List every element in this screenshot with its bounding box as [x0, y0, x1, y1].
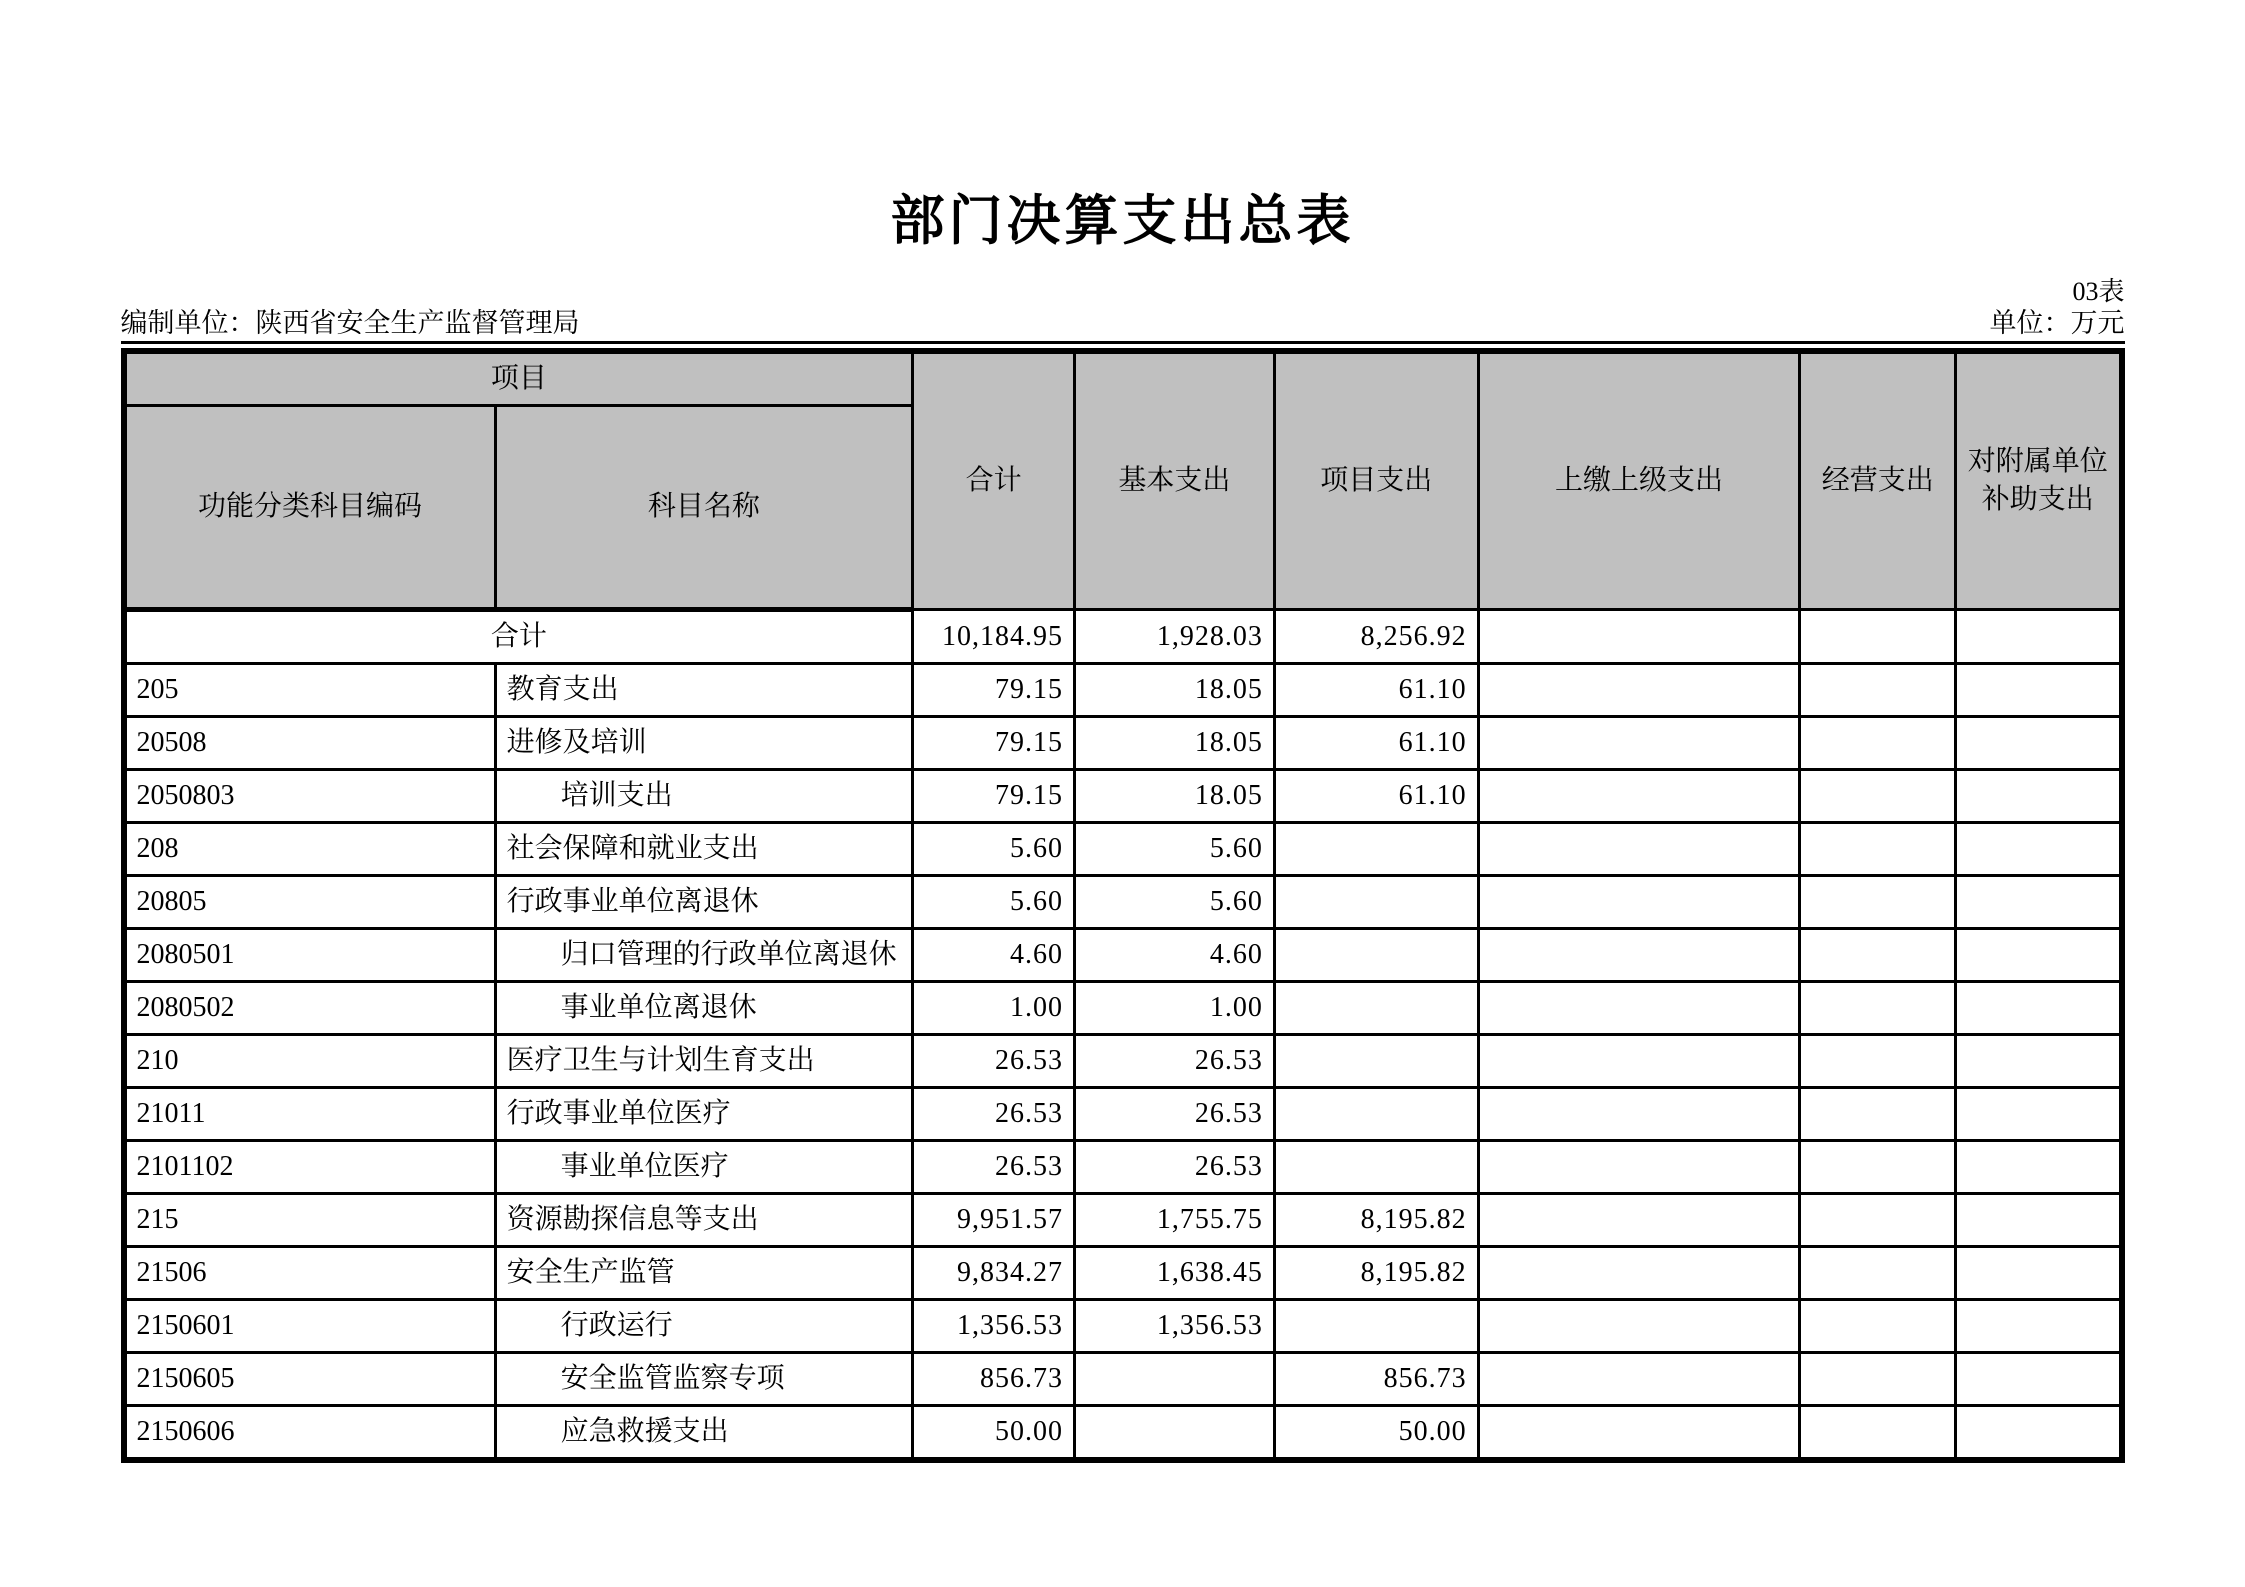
cell-function-code: 21506	[124, 1247, 496, 1300]
table-row	[124, 770, 2122, 823]
cell-basic-expenditure: 1,638.45	[1075, 1247, 1275, 1300]
cell-basic-expenditure: 26.53	[1075, 1035, 1275, 1088]
table-row	[124, 1247, 2122, 1300]
header-subsidy-to-affiliates-column: 对附属单位补助支出	[1956, 351, 2122, 610]
cell-basic-expenditure: 5.60	[1075, 876, 1275, 929]
cell-total: 1,356.53	[913, 1300, 1075, 1353]
sheet-area	[121, 277, 2125, 1463]
cell-project-expenditure	[1274, 1035, 1478, 1088]
cell-function-code: 20508	[124, 717, 496, 770]
cell-operating-expenditure	[1800, 1300, 1956, 1353]
cell-total: 10,184.95	[913, 610, 1075, 664]
cell-subsidy-to-affiliates	[1956, 1194, 2122, 1247]
cell-subject-name: 安全监管监察专项	[495, 1353, 913, 1406]
cell-total: 79.15	[913, 770, 1075, 823]
cell-total: 26.53	[913, 1141, 1075, 1194]
cell-subsidy-to-affiliates	[1956, 770, 2122, 823]
cell-subject-name: 归口管理的行政单位离退休	[495, 929, 913, 982]
cell-paid-to-superior	[1478, 823, 1800, 876]
cell-subsidy-to-affiliates	[1956, 1353, 2122, 1406]
cell-function-code: 2150605	[124, 1353, 496, 1406]
cell-subsidy-to-affiliates	[1956, 823, 2122, 876]
cell-basic-expenditure: 4.60	[1075, 929, 1275, 982]
cell-total: 1.00	[913, 982, 1075, 1035]
table-row	[124, 1088, 2122, 1141]
header-operating-expenditure-column: 经营支出	[1800, 351, 1956, 610]
cell-basic-expenditure: 1,356.53	[1075, 1300, 1275, 1353]
table-row	[124, 717, 2122, 770]
cell-project-expenditure: 8,195.82	[1274, 1247, 1478, 1300]
cell-subsidy-to-affiliates	[1956, 929, 2122, 982]
cell-operating-expenditure	[1800, 929, 1956, 982]
cell-project-expenditure: 856.73	[1274, 1353, 1478, 1406]
cell-paid-to-superior	[1478, 1141, 1800, 1194]
cell-function-code: 2101102	[124, 1141, 496, 1194]
cell-project-expenditure	[1274, 1141, 1478, 1194]
cell-subject-name: 安全生产监管	[495, 1247, 913, 1300]
table-row	[124, 982, 2122, 1035]
table-row	[124, 1300, 2122, 1353]
cell-operating-expenditure	[1800, 664, 1956, 717]
cell-subsidy-to-affiliates	[1956, 610, 2122, 664]
cell-basic-expenditure: 1,755.75	[1075, 1194, 1275, 1247]
cell-subsidy-to-affiliates	[1956, 664, 2122, 717]
header-basic-expenditure-column: 基本支出	[1075, 351, 1275, 610]
table-row	[124, 664, 2122, 717]
cell-subsidy-to-affiliates	[1956, 717, 2122, 770]
cell-function-code: 210	[124, 1035, 496, 1088]
cell-basic-expenditure: 1.00	[1075, 982, 1275, 1035]
cell-operating-expenditure	[1800, 1035, 1956, 1088]
cell-project-expenditure: 8,195.82	[1274, 1194, 1478, 1247]
cell-function-code: 2050803	[124, 770, 496, 823]
cell-project-expenditure	[1274, 1300, 1478, 1353]
cell-paid-to-superior	[1478, 1406, 1800, 1461]
cell-subsidy-to-affiliates	[1956, 1035, 2122, 1088]
cell-paid-to-superior	[1478, 664, 1800, 717]
cell-function-code: 21011	[124, 1088, 496, 1141]
cell-total: 9,951.57	[913, 1194, 1075, 1247]
cell-total: 26.53	[913, 1088, 1075, 1141]
expenditure-summary-table	[121, 348, 2125, 1463]
table-row	[124, 929, 2122, 982]
cell-basic-expenditure: 26.53	[1075, 1088, 1275, 1141]
cell-function-code: 2150606	[124, 1406, 496, 1461]
cell-basic-expenditure: 1,928.03	[1075, 610, 1275, 664]
cell-basic-expenditure: 18.05	[1075, 770, 1275, 823]
cell-subsidy-to-affiliates	[1956, 1300, 2122, 1353]
cell-operating-expenditure	[1800, 982, 1956, 1035]
cell-subsidy-to-affiliates	[1956, 982, 2122, 1035]
table-row	[124, 1194, 2122, 1247]
cell-basic-expenditure	[1075, 1406, 1275, 1461]
cell-operating-expenditure	[1800, 1247, 1956, 1300]
cell-paid-to-superior	[1478, 929, 1800, 982]
cell-project-expenditure: 61.10	[1274, 770, 1478, 823]
table-row	[124, 876, 2122, 929]
cell-subject-name: 应急救援支出	[495, 1406, 913, 1461]
sheet-number: 03表	[2072, 277, 2125, 306]
header-project-group: 项目	[124, 351, 913, 406]
table-row	[124, 1353, 2122, 1406]
unit-label: 单位：万元	[1989, 308, 2125, 338]
prepared-by-label: 编制单位：陕西省安全生产监督管理局	[120, 308, 580, 338]
cell-operating-expenditure	[1800, 876, 1956, 929]
header-project-expenditure-column: 项目支出	[1274, 351, 1478, 610]
total-row-label: 合计	[124, 610, 913, 664]
table-meta-row	[121, 307, 2125, 344]
cell-operating-expenditure	[1800, 1194, 1956, 1247]
cell-subject-name: 医疗卫生与计划生育支出	[495, 1035, 913, 1088]
cell-paid-to-superior	[1478, 1353, 1800, 1406]
cell-total: 9,834.27	[913, 1247, 1075, 1300]
cell-paid-to-superior	[1478, 1035, 1800, 1088]
cell-basic-expenditure: 26.53	[1075, 1141, 1275, 1194]
cell-total: 856.73	[913, 1353, 1075, 1406]
cell-subject-name: 教育支出	[495, 664, 913, 717]
header-row-project-group	[124, 351, 2122, 406]
page-title: 部门决算支出总表	[890, 191, 1355, 251]
cell-function-code: 20805	[124, 876, 496, 929]
cell-subject-name: 行政运行	[495, 1300, 913, 1353]
cell-project-expenditure: 61.10	[1274, 717, 1478, 770]
cell-basic-expenditure: 18.05	[1075, 717, 1275, 770]
cell-function-code: 2080501	[124, 929, 496, 982]
cell-project-expenditure: 50.00	[1274, 1406, 1478, 1461]
cell-total: 5.60	[913, 823, 1075, 876]
cell-basic-expenditure	[1075, 1353, 1275, 1406]
cell-subject-name: 资源勘探信息等支出	[495, 1194, 913, 1247]
cell-project-expenditure	[1274, 1088, 1478, 1141]
cell-subsidy-to-affiliates	[1956, 1406, 2122, 1461]
cell-operating-expenditure	[1800, 610, 1956, 664]
cell-project-expenditure: 61.10	[1274, 664, 1478, 717]
table-row	[124, 1141, 2122, 1194]
table-row	[124, 1406, 2122, 1461]
cell-total: 26.53	[913, 1035, 1075, 1088]
cell-subsidy-to-affiliates	[1956, 876, 2122, 929]
cell-basic-expenditure: 18.05	[1075, 664, 1275, 717]
cell-function-code: 215	[124, 1194, 496, 1247]
cell-subject-name: 行政事业单位医疗	[495, 1088, 913, 1141]
cell-paid-to-superior	[1478, 717, 1800, 770]
cell-total: 79.15	[913, 664, 1075, 717]
cell-paid-to-superior	[1478, 1194, 1800, 1247]
cell-subject-name: 事业单位医疗	[495, 1141, 913, 1194]
cell-paid-to-superior	[1478, 982, 1800, 1035]
cell-operating-expenditure	[1800, 1088, 1956, 1141]
cell-basic-expenditure: 5.60	[1075, 823, 1275, 876]
header-total-column: 合计	[913, 351, 1075, 610]
header-paid-to-superior-column: 上缴上级支出	[1478, 351, 1800, 610]
cell-function-code: 205	[124, 664, 496, 717]
cell-operating-expenditure	[1800, 1141, 1956, 1194]
cell-total: 79.15	[913, 717, 1075, 770]
cell-paid-to-superior	[1478, 770, 1800, 823]
cell-total: 4.60	[913, 929, 1075, 982]
cell-paid-to-superior	[1478, 1300, 1800, 1353]
cell-project-expenditure	[1274, 823, 1478, 876]
cell-subject-name: 进修及培训	[495, 717, 913, 770]
cell-function-code: 2150601	[124, 1300, 496, 1353]
cell-total: 50.00	[913, 1406, 1075, 1461]
cell-operating-expenditure	[1800, 823, 1956, 876]
header-subject-name-column: 科目名称	[495, 406, 913, 610]
cell-paid-to-superior	[1478, 1247, 1800, 1300]
cell-project-expenditure	[1274, 982, 1478, 1035]
cell-project-expenditure	[1274, 876, 1478, 929]
cell-subject-name: 事业单位离退休	[495, 982, 913, 1035]
cell-paid-to-superior	[1478, 610, 1800, 664]
cell-subsidy-to-affiliates	[1956, 1141, 2122, 1194]
cell-operating-expenditure	[1800, 1353, 1956, 1406]
table-row	[124, 1035, 2122, 1088]
cell-project-expenditure: 8,256.92	[1274, 610, 1478, 664]
table-row	[124, 823, 2122, 876]
cell-subject-name: 社会保障和就业支出	[495, 823, 913, 876]
table-header	[124, 351, 2122, 610]
cell-subject-name: 行政事业单位离退休	[495, 876, 913, 929]
cell-project-expenditure	[1274, 929, 1478, 982]
table-body	[124, 610, 2122, 1461]
cell-paid-to-superior	[1478, 876, 1800, 929]
total-row	[124, 610, 2122, 664]
cell-subsidy-to-affiliates	[1956, 1088, 2122, 1141]
cell-operating-expenditure	[1800, 717, 1956, 770]
cell-operating-expenditure	[1800, 1406, 1956, 1461]
cell-function-code: 208	[124, 823, 496, 876]
cell-total: 5.60	[913, 876, 1075, 929]
cell-subsidy-to-affiliates	[1956, 1247, 2122, 1300]
cell-paid-to-superior	[1478, 1088, 1800, 1141]
cell-function-code: 2080502	[124, 982, 496, 1035]
cell-operating-expenditure	[1800, 770, 1956, 823]
header-function-code-column: 功能分类科目编码	[124, 406, 496, 610]
cell-subject-name: 培训支出	[495, 770, 913, 823]
